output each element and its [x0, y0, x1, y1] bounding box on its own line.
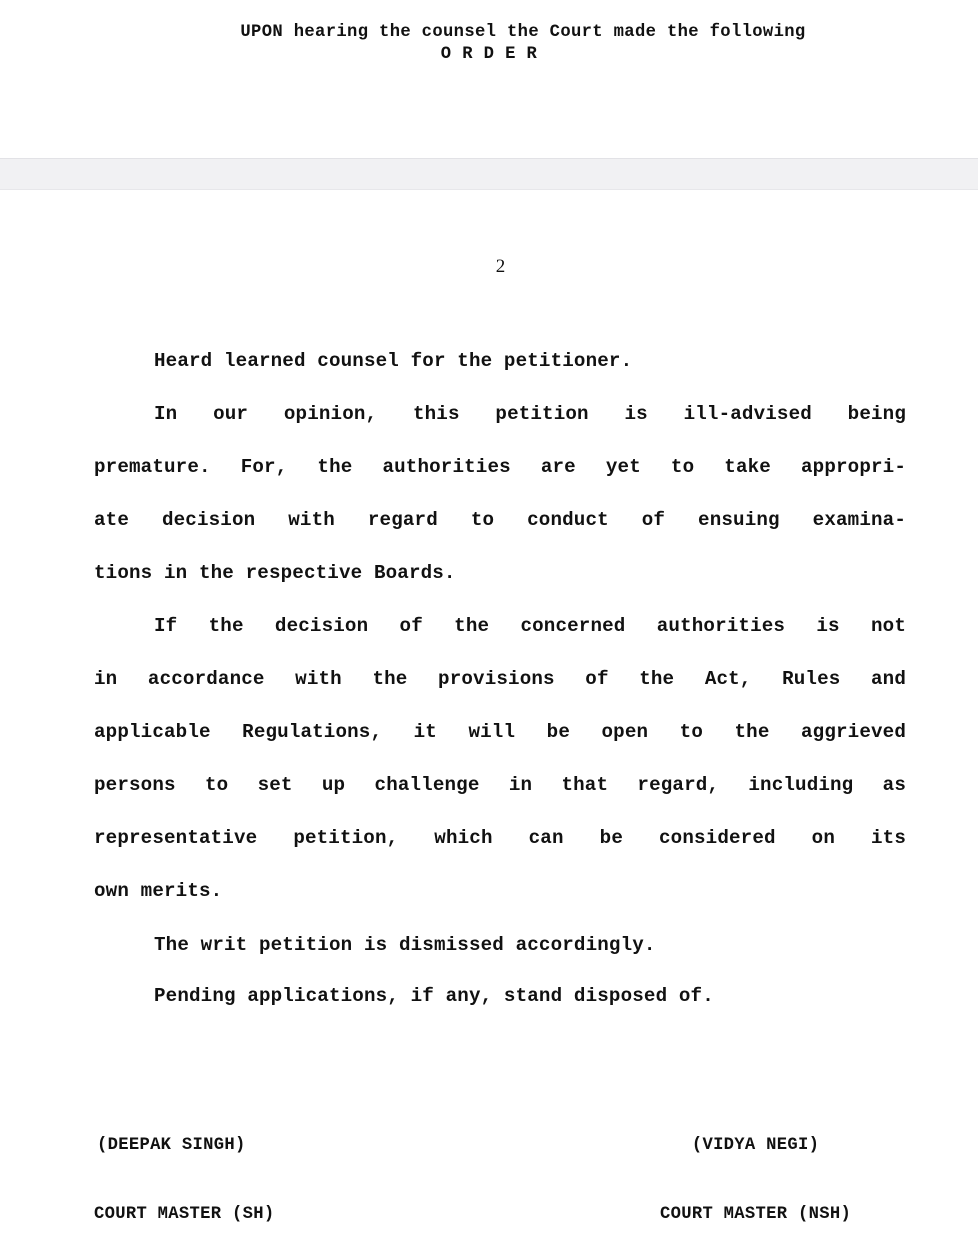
- paragraph-line: representative petition, which can be considered on its: [94, 827, 906, 849]
- paragraph-pending: [94, 970, 906, 1023]
- paragraph-line: Heard learned counsel for the petitioner.: [154, 350, 633, 372]
- paragraph-line: The writ petition is dismissed accordingly.: [154, 934, 656, 956]
- paragraph-line: own merits.: [94, 880, 223, 902]
- signatory-name: (DEEPAK SINGH): [97, 1136, 246, 1155]
- order-preamble: UPON hearing the counsel the Court made the following: [240, 23, 806, 42]
- paragraph-line: persons to set up challenge in that regard, including as: [94, 774, 906, 796]
- paragraph-line: In our opinion, this petition is ill-advised being: [154, 403, 906, 425]
- paragraph-line: ate decision with regard to conduct of ensuing examina-: [94, 509, 906, 531]
- page-number: 2: [495, 256, 506, 277]
- paragraph-line: Pending applications, if any, stand disposed of.: [154, 985, 714, 1007]
- paragraph-line: If the decision of the concerned authorities is not: [154, 615, 906, 637]
- paragraph-line: tions in the respective Boards.: [94, 562, 456, 584]
- signatory-name: (VIDYA NEGI): [691, 1136, 820, 1155]
- signature-block-right: [660, 1088, 851, 1249]
- paragraph-dismissed: [94, 919, 906, 972]
- previous-page: [0, 0, 978, 158]
- paragraph-line: applicable Regulations, it will be open to the aggrieved: [94, 721, 906, 743]
- paragraph-decision: [94, 600, 906, 918]
- signatory-title: COURT MASTER (NSH): [660, 1205, 852, 1224]
- signatory-title: COURT MASTER (SH): [94, 1205, 275, 1224]
- signature-block-left: [94, 1088, 274, 1249]
- paragraph-line: in accordance with the provisions of the Act, Rules and: [94, 668, 906, 690]
- paragraph-opinion: [94, 388, 906, 600]
- paragraph-heard: [94, 335, 906, 388]
- page-separator: [0, 158, 978, 190]
- paragraph-line: premature. For, the authorities are yet to take appropri-: [94, 456, 906, 478]
- order-heading: O R D E R: [440, 45, 538, 64]
